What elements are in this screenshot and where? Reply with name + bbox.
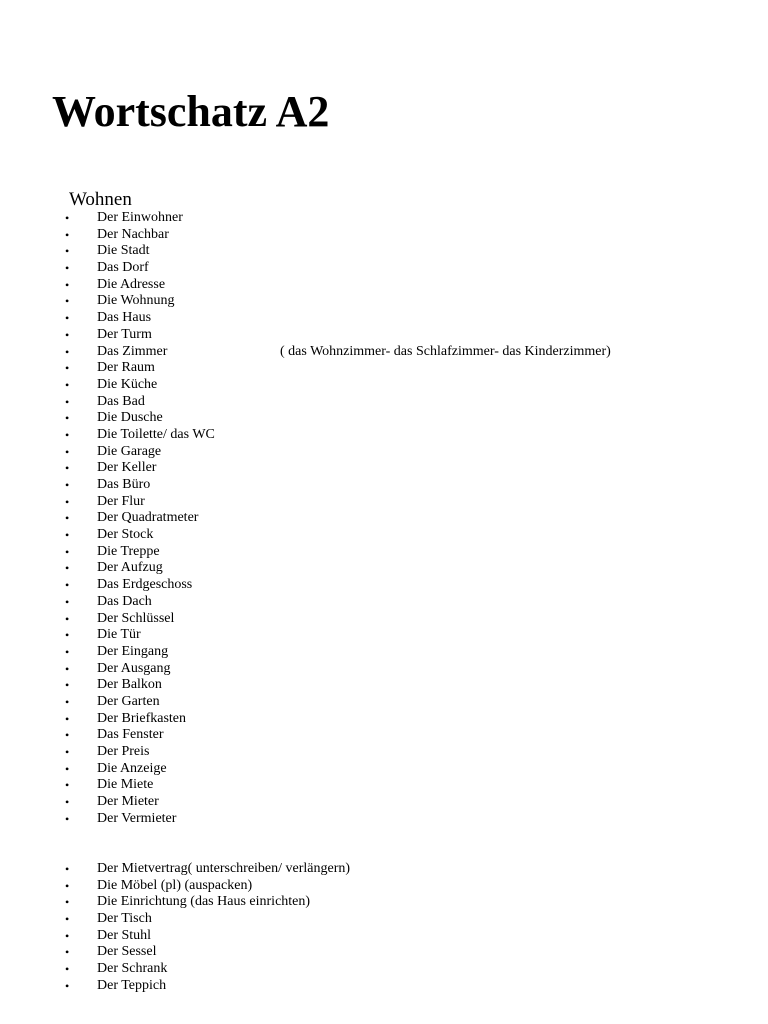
vocabulary-term: Die Adresse <box>97 276 166 292</box>
list-item <box>0 427 768 444</box>
list-item <box>0 277 768 294</box>
list-item <box>0 360 768 377</box>
vocabulary-list-wohnen <box>0 210 768 827</box>
list-item <box>0 527 768 544</box>
list-item <box>0 310 768 327</box>
vocabulary-term: Das Zimmer <box>97 343 168 359</box>
vocabulary-term: Der Stuhl <box>97 927 152 943</box>
list-item <box>0 661 768 678</box>
list-item <box>0 594 768 611</box>
bullet-icon: • <box>65 928 70 943</box>
list-item <box>0 744 768 761</box>
list-item <box>0 811 768 828</box>
vocabulary-list-moebel <box>0 861 768 995</box>
vocabulary-term: Der Raum <box>97 360 155 376</box>
vocabulary-term: Die Anzeige <box>97 760 167 776</box>
list-item <box>0 794 768 811</box>
vocabulary-term: Der Garten <box>97 693 160 709</box>
bullet-icon: • <box>65 728 70 743</box>
vocabulary-term: Die Stadt <box>97 243 150 259</box>
bullet-icon: • <box>65 277 70 292</box>
vocabulary-term: Der Turm <box>97 326 152 342</box>
bullet-icon: • <box>65 978 70 993</box>
vocabulary-term: Der Sessel <box>97 944 157 960</box>
list-item <box>0 777 768 794</box>
list-item <box>0 644 768 661</box>
bullet-icon: • <box>65 962 70 977</box>
bullet-icon: • <box>65 811 70 826</box>
list-item <box>0 577 768 594</box>
list-item <box>0 210 768 227</box>
list-item <box>0 460 768 477</box>
vocabulary-term: Der Schrank <box>97 961 168 977</box>
bullet-icon: • <box>65 628 70 643</box>
vocabulary-term: Die Tür <box>97 627 141 643</box>
section-heading: Wohnen <box>69 189 132 210</box>
list-item <box>0 978 768 995</box>
bullet-icon: • <box>65 711 70 726</box>
bullet-icon: • <box>65 244 70 259</box>
list-item <box>0 611 768 628</box>
bullet-icon: • <box>65 311 70 326</box>
list-item <box>0 727 768 744</box>
vocabulary-term: Das Dach <box>97 593 152 609</box>
list-item <box>0 677 768 694</box>
bullet-icon: • <box>65 862 70 876</box>
vocabulary-term: Das Erdgeschoss <box>97 577 193 593</box>
list-item <box>0 694 768 711</box>
vocabulary-term: Die Treppe <box>97 543 160 559</box>
vocabulary-term: Der Vermieter <box>97 810 177 826</box>
bullet-icon: • <box>65 594 70 609</box>
bullet-icon: • <box>65 761 70 776</box>
bullet-icon: • <box>65 912 70 927</box>
list-item <box>0 894 768 911</box>
vocabulary-term: Der Teppich <box>97 977 167 993</box>
bullet-icon: • <box>65 895 70 910</box>
list-item <box>0 410 768 427</box>
list-item <box>0 944 768 961</box>
bullet-icon: • <box>65 661 70 676</box>
page-title: Wortschatz A2 <box>52 87 330 136</box>
vocabulary-term: Die Wohnung <box>97 293 175 309</box>
list-item <box>0 494 768 511</box>
bullet-icon: • <box>65 745 70 759</box>
vocabulary-term: Der Ausgang <box>97 660 171 676</box>
vocabulary-term: Das Fenster <box>97 727 164 743</box>
vocabulary-term: Der Schlüssel <box>97 610 175 626</box>
list-item <box>0 761 768 778</box>
list-item <box>0 227 768 244</box>
list-item <box>0 961 768 978</box>
list-item <box>0 911 768 928</box>
bullet-icon: • <box>65 427 70 442</box>
list-item <box>0 444 768 461</box>
bullet-icon: • <box>65 261 70 276</box>
vocabulary-term: Das Büro <box>97 477 151 492</box>
list-item <box>0 293 768 310</box>
bullet-icon: • <box>65 478 70 492</box>
list-item <box>0 394 768 411</box>
bullet-icon: • <box>65 694 70 709</box>
list-item <box>0 243 768 260</box>
vocabulary-term: Der Aufzug <box>97 560 163 576</box>
bullet-icon: • <box>65 578 70 593</box>
vocabulary-term: Die Einrichtung (das Haus einrichten) <box>97 894 311 910</box>
vocabulary-term: Die Möbel (pl) (auspacken) <box>97 877 253 893</box>
list-item <box>0 861 768 878</box>
bullet-icon: • <box>65 511 70 526</box>
bullet-icon: • <box>65 394 70 409</box>
vocabulary-term: Der Keller <box>97 460 157 476</box>
list-item <box>0 377 768 394</box>
list-item <box>0 928 768 945</box>
bullet-icon: • <box>65 878 70 893</box>
vocabulary-term: Der Mietvertrag( unterschreiben/ verlängern) <box>97 861 351 876</box>
bullet-icon: • <box>65 444 70 459</box>
bullet-icon: • <box>65 561 70 576</box>
list-item <box>0 477 768 494</box>
list-item <box>0 878 768 895</box>
vocabulary-term: Der Flur <box>97 493 145 509</box>
vocabulary-term: Die Dusche <box>97 410 163 426</box>
vocabulary-term: Der Balkon <box>97 677 162 693</box>
vocabulary-term: Der Quadratmeter <box>97 510 199 526</box>
vocabulary-term: Der Tisch <box>97 911 152 927</box>
list-item <box>0 627 768 644</box>
bullet-icon: • <box>65 644 70 659</box>
bullet-icon: • <box>65 211 70 225</box>
bullet-icon: • <box>65 327 70 342</box>
bullet-icon: • <box>65 227 70 242</box>
bullet-icon: • <box>65 344 70 359</box>
bullet-icon: • <box>65 494 70 509</box>
bullet-icon: • <box>65 778 70 793</box>
vocabulary-term: Der Mieter <box>97 794 159 810</box>
list-item <box>0 711 768 728</box>
vocabulary-term: Die Küche <box>97 376 158 392</box>
bullet-icon: • <box>65 294 70 309</box>
vocabulary-note: ( das Wohnzimmer- das Schlafzimmer- das Kinderzimmer) <box>280 343 611 359</box>
bullet-icon: • <box>65 361 70 376</box>
vocabulary-term: Das Dorf <box>97 260 149 276</box>
list-item <box>0 560 768 577</box>
vocabulary-term: Der Einwohner <box>97 210 183 225</box>
vocabulary-term: Die Toilette/ das WC <box>97 426 215 442</box>
vocabulary-term: Die Miete <box>97 777 154 793</box>
bullet-icon: • <box>65 611 70 626</box>
vocabulary-term: Der Briefkasten <box>97 710 187 726</box>
vocabulary-term: Der Stock <box>97 527 154 543</box>
bullet-icon: • <box>65 528 70 543</box>
list-item <box>0 510 768 527</box>
bullet-icon: • <box>65 678 70 693</box>
bullet-icon: • <box>65 945 70 960</box>
bullet-icon: • <box>65 411 70 426</box>
bullet-icon: • <box>65 544 70 559</box>
bullet-icon: • <box>65 377 70 392</box>
list-item <box>0 344 768 361</box>
bullet-icon: • <box>65 461 70 476</box>
list-item <box>0 260 768 277</box>
bullet-icon: • <box>65 795 70 810</box>
vocabulary-term: Das Bad <box>97 393 145 409</box>
vocabulary-term: Der Nachbar <box>97 226 169 242</box>
vocabulary-term: Das Haus <box>97 310 152 326</box>
vocabulary-term: Der Eingang <box>97 643 169 659</box>
vocabulary-term: Der Preis <box>97 744 150 759</box>
list-item <box>0 327 768 344</box>
vocabulary-term: Die Garage <box>97 443 162 459</box>
list-item <box>0 544 768 561</box>
